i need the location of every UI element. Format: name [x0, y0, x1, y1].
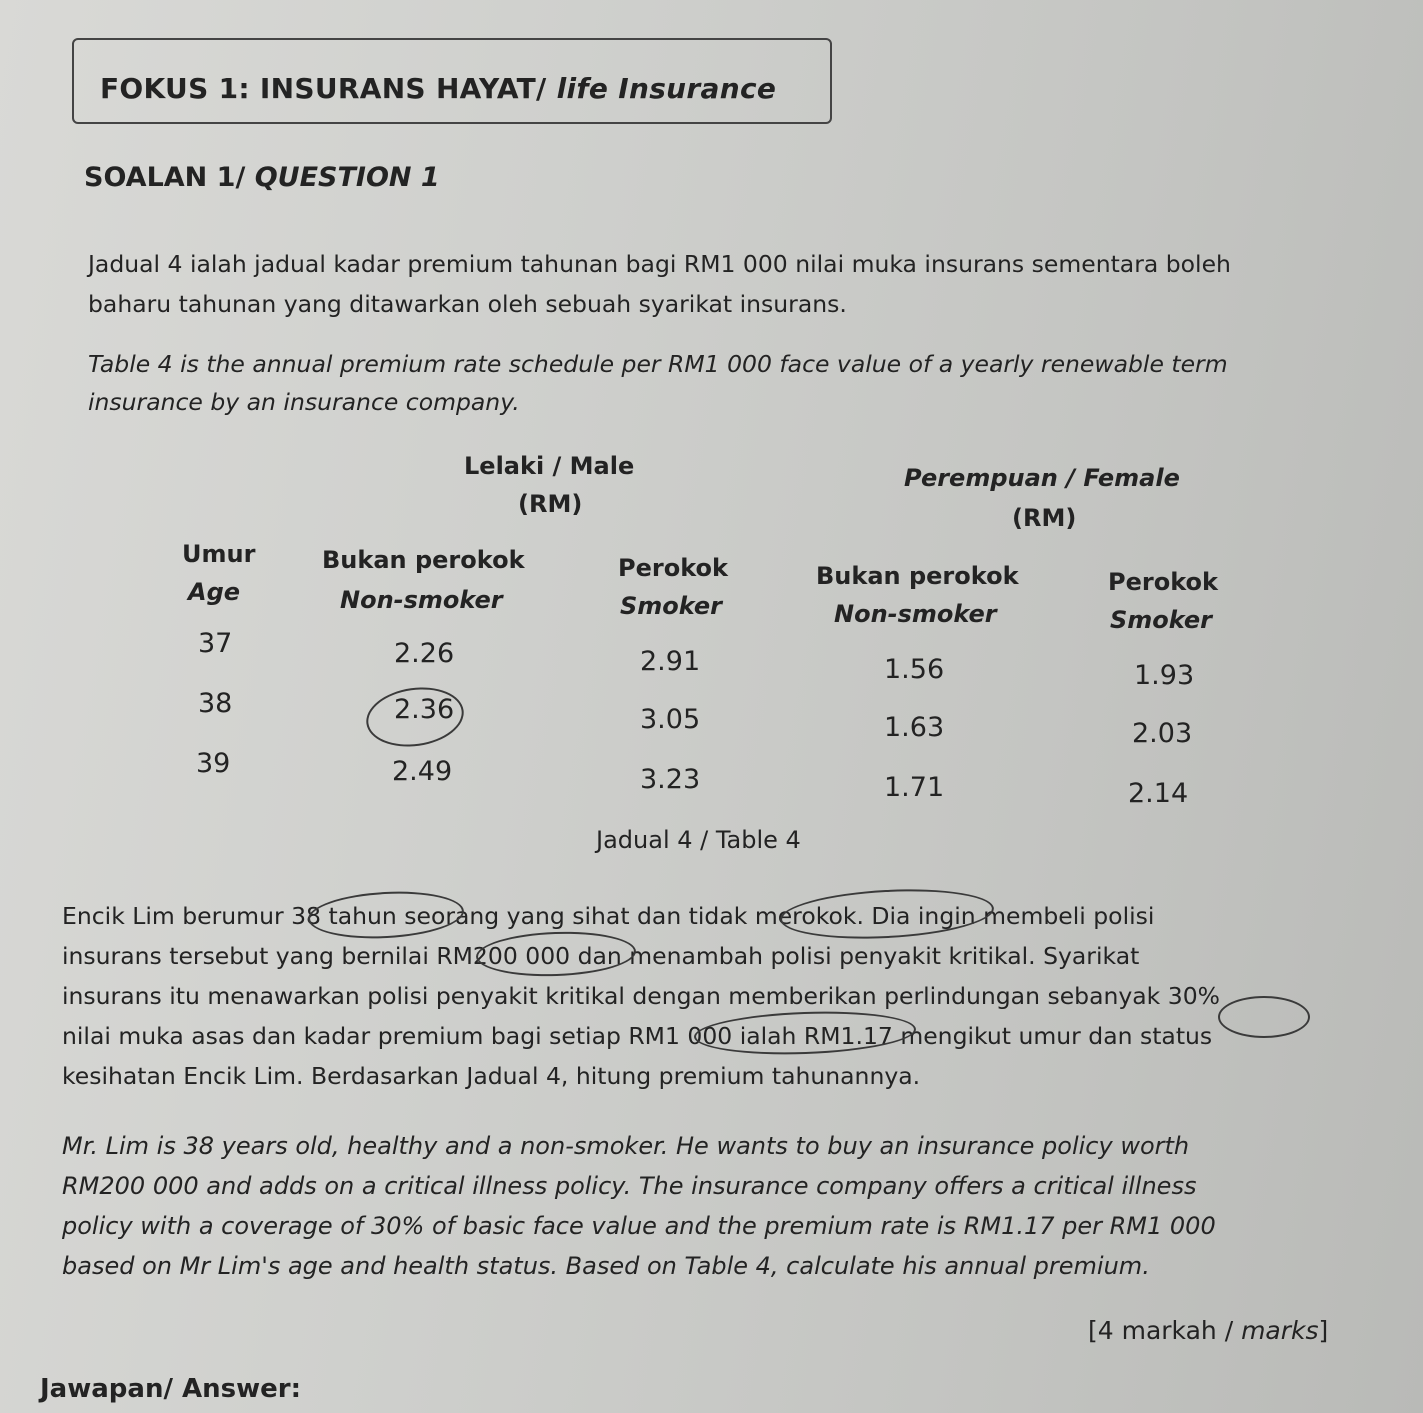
answer-label: Jawapan/ Answer: — [40, 1374, 301, 1404]
age-header-english: Age — [188, 578, 241, 606]
marks-english: marks — [1241, 1316, 1319, 1345]
male-smoker-header-english: Smoker — [620, 592, 722, 620]
focus-title-english: life Insurance — [556, 72, 777, 105]
hand-drawn-circle — [1218, 996, 1310, 1038]
female-nonsmoker-header-malay: Bukan perokok — [816, 562, 1019, 590]
focus-title — [100, 72, 776, 105]
row-37-age: 37 — [198, 628, 233, 659]
table-caption: Jadual 4 / Table 4 — [596, 826, 801, 854]
female-smoker-header-malay: Perokok — [1108, 568, 1218, 596]
male-nonsmoker-header-malay: Bukan perokok — [322, 546, 525, 574]
marks-prefix: [4 markah / — [1088, 1316, 1242, 1345]
problem-english-line4: based on Mr Lim's age and health status. Based on Table 4, calculate his annual premium. — [62, 1252, 1150, 1280]
row-38-age: 38 — [198, 688, 233, 719]
male-title: Lelaki / Male — [464, 452, 635, 480]
male-unit: (RM) — [518, 490, 583, 518]
marks-suffix: ] — [1318, 1316, 1329, 1345]
female-header: Perempuan / Female — [904, 464, 1180, 492]
row-39-female-smoker: 2.14 — [1128, 778, 1189, 809]
intro-english-line1: Table 4 is the annual premium rate schedule per RM1 000 face value of a yearly renewable term — [88, 350, 1228, 378]
intro-malay-line1: Jadual 4 ialah jadual kadar premium tahunan bagi RM1 000 nilai muka insurans sementara boleh — [88, 250, 1231, 278]
question-label-malay: SOALAN 1/ — [84, 162, 255, 193]
row-38-female-nonsmoker: 1.63 — [884, 712, 945, 743]
female-smoker-header-english: Smoker — [1110, 606, 1212, 634]
row-39-female-nonsmoker: 1.71 — [884, 772, 945, 803]
problem-malay-line1: Encik Lim berumur 38 tahun seorang yang sihat dan tidak merokok. Dia ingin membeli polisi — [62, 902, 1155, 930]
intro-malay-line2: baharu tahunan yang ditawarkan oleh sebuah syarikat insurans. — [88, 290, 847, 318]
problem-malay-line5: kesihatan Encik Lim. Berdasarkan Jadual 4, hitung premium tahunannya. — [62, 1062, 921, 1090]
marks-label — [1088, 1316, 1328, 1345]
row-37-male-nonsmoker: 2.26 — [394, 638, 455, 669]
male-nonsmoker-header-english: Non-smoker — [340, 586, 503, 614]
row-39-age: 39 — [196, 748, 231, 779]
row-38-female-smoker: 2.03 — [1132, 718, 1193, 749]
row-37-female-smoker: 1.93 — [1134, 660, 1195, 691]
problem-malay-line3: insurans itu menawarkan polisi penyakit kritikal dengan memberikan perlindungan sebanyak 30% — [62, 982, 1220, 1010]
row-39-male-smoker: 3.23 — [640, 764, 701, 795]
problem-malay-line2: insurans tersebut yang bernilai RM200 000 dan menambah polisi penyakit kritikal. Syarikat — [62, 942, 1140, 970]
row-38-male-smoker: 3.05 — [640, 704, 701, 735]
male-smoker-header-malay: Perokok — [618, 554, 728, 582]
row-38-male-nonsmoker: 2.36 — [394, 694, 455, 725]
question-label — [84, 162, 440, 193]
focus-title-prefix: FOKUS 1: INSURANS HAYAT/ — [100, 72, 557, 105]
age-header-malay: Umur — [182, 540, 256, 568]
row-37-female-nonsmoker: 1.56 — [884, 654, 945, 685]
female-unit: (RM) — [1012, 504, 1077, 532]
female-nonsmoker-header-english: Non-smoker — [834, 600, 997, 628]
problem-malay-line4: nilai muka asas dan kadar premium bagi setiap RM1 000 ialah RM1.17 mengikut umur dan status — [62, 1022, 1213, 1050]
problem-english-line1: Mr. Lim is 38 years old, healthy and a non-smoker. He wants to buy an insurance policy worth — [62, 1132, 1190, 1160]
question-label-english: QUESTION 1 — [254, 162, 440, 193]
row-39-male-nonsmoker: 2.49 — [392, 756, 453, 787]
problem-english-line2: RM200 000 and adds on a critical illness policy. The insurance company offers a critical illness — [62, 1172, 1197, 1200]
row-37-male-smoker: 2.91 — [640, 646, 701, 677]
male-header — [464, 452, 634, 480]
intro-english-line2: insurance by an insurance company. — [88, 388, 520, 416]
problem-english-line3: policy with a coverage of 30% of basic face value and the premium rate is RM1.17 per RM1 000 — [62, 1212, 1216, 1240]
